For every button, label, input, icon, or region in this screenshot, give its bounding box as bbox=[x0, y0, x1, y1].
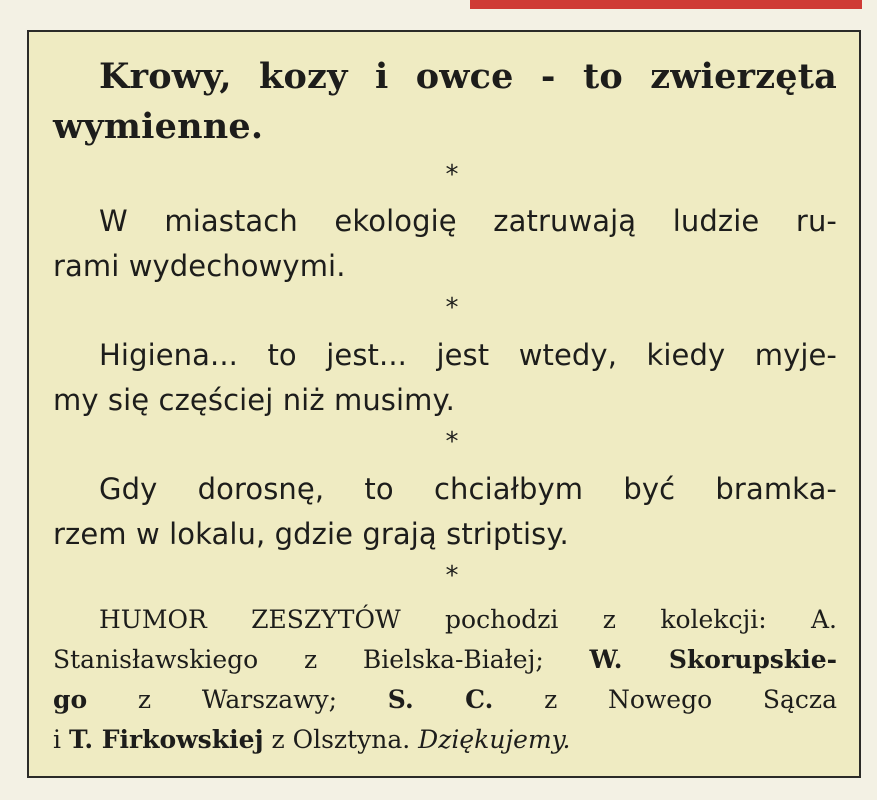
separator-star-4: * bbox=[445, 561, 459, 591]
title-line-1: Krowy, kozy i owce - to zwierzęta bbox=[99, 56, 837, 97]
joke-box bbox=[27, 30, 861, 778]
credits-conjunction: i bbox=[53, 725, 61, 754]
credits-city-3: z Nowego Sącza bbox=[544, 685, 838, 714]
title-line-2: wymienne. bbox=[53, 106, 264, 147]
top-red-strip bbox=[470, 0, 862, 9]
credits-line-1 bbox=[99, 605, 837, 634]
joke-1-line-1: W miastach ekologię zatruwają ludzie ru- bbox=[99, 204, 837, 238]
separator-star-3: * bbox=[445, 427, 459, 457]
credits-line-2 bbox=[53, 645, 837, 674]
credits-thanks: Dziękujemy. bbox=[418, 725, 571, 754]
credits-line-4 bbox=[53, 725, 570, 754]
credits-name-1: Stanisławskiego z Bielska-Białej; bbox=[53, 645, 544, 674]
joke-2-line-2: my się częściej niż musimy. bbox=[53, 383, 455, 417]
joke-1-line-2: rami wydechowymi. bbox=[53, 249, 346, 283]
separator-star-2: * bbox=[445, 293, 459, 323]
credits-city-2: z Warszawy; bbox=[137, 685, 338, 714]
credits-name-3: S. C. bbox=[387, 685, 494, 714]
credits-line-3 bbox=[53, 685, 837, 714]
joke-3-line-1: Gdy dorosnę, to chciałbym być bramka- bbox=[99, 472, 837, 506]
credits-intro: pochodzi z kolekcji: A. bbox=[445, 605, 837, 634]
credits-name-2-part-2: go bbox=[53, 685, 88, 714]
credits-name-2-part-1: W. Skorupskie- bbox=[589, 645, 837, 674]
joke-2-line-1: Higiena... to jest... jest wtedy, kiedy myje- bbox=[99, 338, 837, 372]
credits-heading: HUMOR ZESZYTÓW bbox=[99, 605, 401, 634]
separator-star-1: * bbox=[445, 160, 459, 190]
credits-name-4: T. Firkowskiej bbox=[68, 725, 264, 754]
joke-box-content bbox=[29, 32, 859, 776]
credits-city-4: z Olsztyna. bbox=[271, 725, 411, 754]
joke-3-line-2: rzem w lokalu, gdzie grają striptisy. bbox=[53, 517, 569, 551]
